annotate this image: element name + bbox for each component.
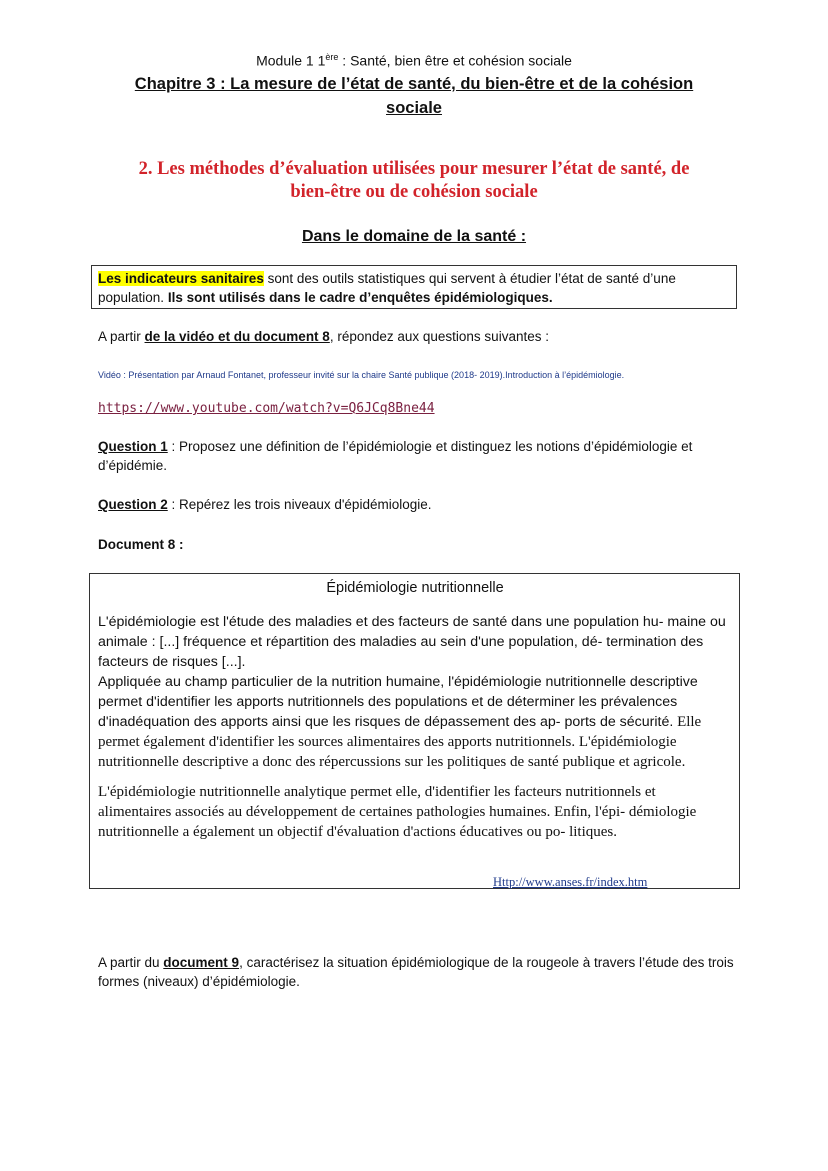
final-instruction [98,953,738,991]
final-instruction-suffix: , caractérisez la situation épidémiologique de la rougeole à travers l’étude des trois formes (niveaux) d’épidémiologie. [98,955,734,989]
definition-bold-text: Ils sont utilisés dans le cadre d’enquêtes épidémiologiques. [167,290,553,305]
final-instruction-ref: document 9 [163,955,240,970]
domain-heading: Dans le domaine de la santé : [301,228,527,245]
instruction-ref: de la vidéo et du document 8 [144,329,330,344]
module-prefix: Module 1 1 [256,52,326,69]
document-8-box [89,573,740,889]
definition-text: sont des outils statistiques qui servent à étudier l’état de santé d’une population. [98,271,676,305]
document-8-para-1: L'épidémiologie est l'étude des maladies et des facteurs de santé dans une population hu- maine ou animale : [...] fréquence et répartition des maladies au sein d'une population, dé- termination des facteurs de risques [...]. [98,614,726,670]
document-8-source-link[interactable]: Http://www.anses.fr/index.htm [493,875,648,889]
chapter-title [0,72,828,120]
final-instruction-prefix: A partir du [98,955,164,970]
instruction-prefix: A partir [98,329,145,344]
chapter-line-2: sociale [386,99,442,117]
question-2 [98,495,738,514]
definition-box [91,265,737,309]
instruction-suffix: , répondez aux questions suivantes : [329,329,549,344]
document-8-para-2-serif: Elle permet également d'identifier les sources alimentaires des apports nutritionnels. L'épidémiologie nutritionnelle descriptive a donc des répercussions sur les politiques de santé publique et agricole. [98,714,702,770]
document-8-para-2-sans: Appliquée au champ particulier de la nutrition humaine, l'épidémiologie nutritionnelle descriptive permet d'identifier les apports nutritionnels des populations et de déterminer les prévalences d'inadéquation des apports ainsi que les risques de dépassement des ap- ports de sécurité. [98,674,698,730]
video-caption: Vidéo : Présentation par Arnaud Fontanet, professeur invité sur la chaire Santé publique (2018- 2019).Introduction à l’épidémiologie. [98,370,625,380]
question-1-label: Question 1 [98,439,168,454]
question-2-text: : Repérez les trois niveaux d'épidémiologie. [167,497,432,512]
instruction [98,327,738,346]
document-8-label: Document 8 : [98,537,184,552]
module-sup: ère [325,52,339,62]
section-title [0,158,828,204]
chapter-line-1: Chapitre 3 : La mesure de l’état de santé, du bien-être et de la cohésion [134,75,694,93]
document-8-title: Épidémiologie nutritionnelle [326,580,504,596]
definition-highlight: Les indicateurs sanitaires [98,271,264,286]
video-link[interactable]: https://www.youtube.com/watch?v=Q6JCq8Bne44 [98,401,435,416]
document-8-para-3: L'épidémiologie nutritionnelle analytique permet elle, d'identifier les facteurs nutritionnels et alimentaires associés au développement de certaines pathologies humaines. Enfin, l'épi- démiologie nutritionnelle a également un objectif d'évaluation d'actions éducatives ou po- litiques. [98,784,697,840]
question-2-label: Question 2 [98,497,168,512]
question-1-text: : Proposez une définition de l’épidémiologie et distinguez les notions d’épidémiologie et d’épidémie. [98,439,693,473]
section-title-line-2: bien-être ou de cohésion sociale [290,182,538,202]
document-8-para-2 [98,672,732,772]
question-1 [98,437,738,475]
module-suffix: : Santé, bien être et cohésion sociale [338,52,572,69]
module-line [0,52,828,69]
section-title-line-1: 2. Les méthodes d’évaluation utilisées pour mesurer l’état de santé, de [138,159,690,179]
